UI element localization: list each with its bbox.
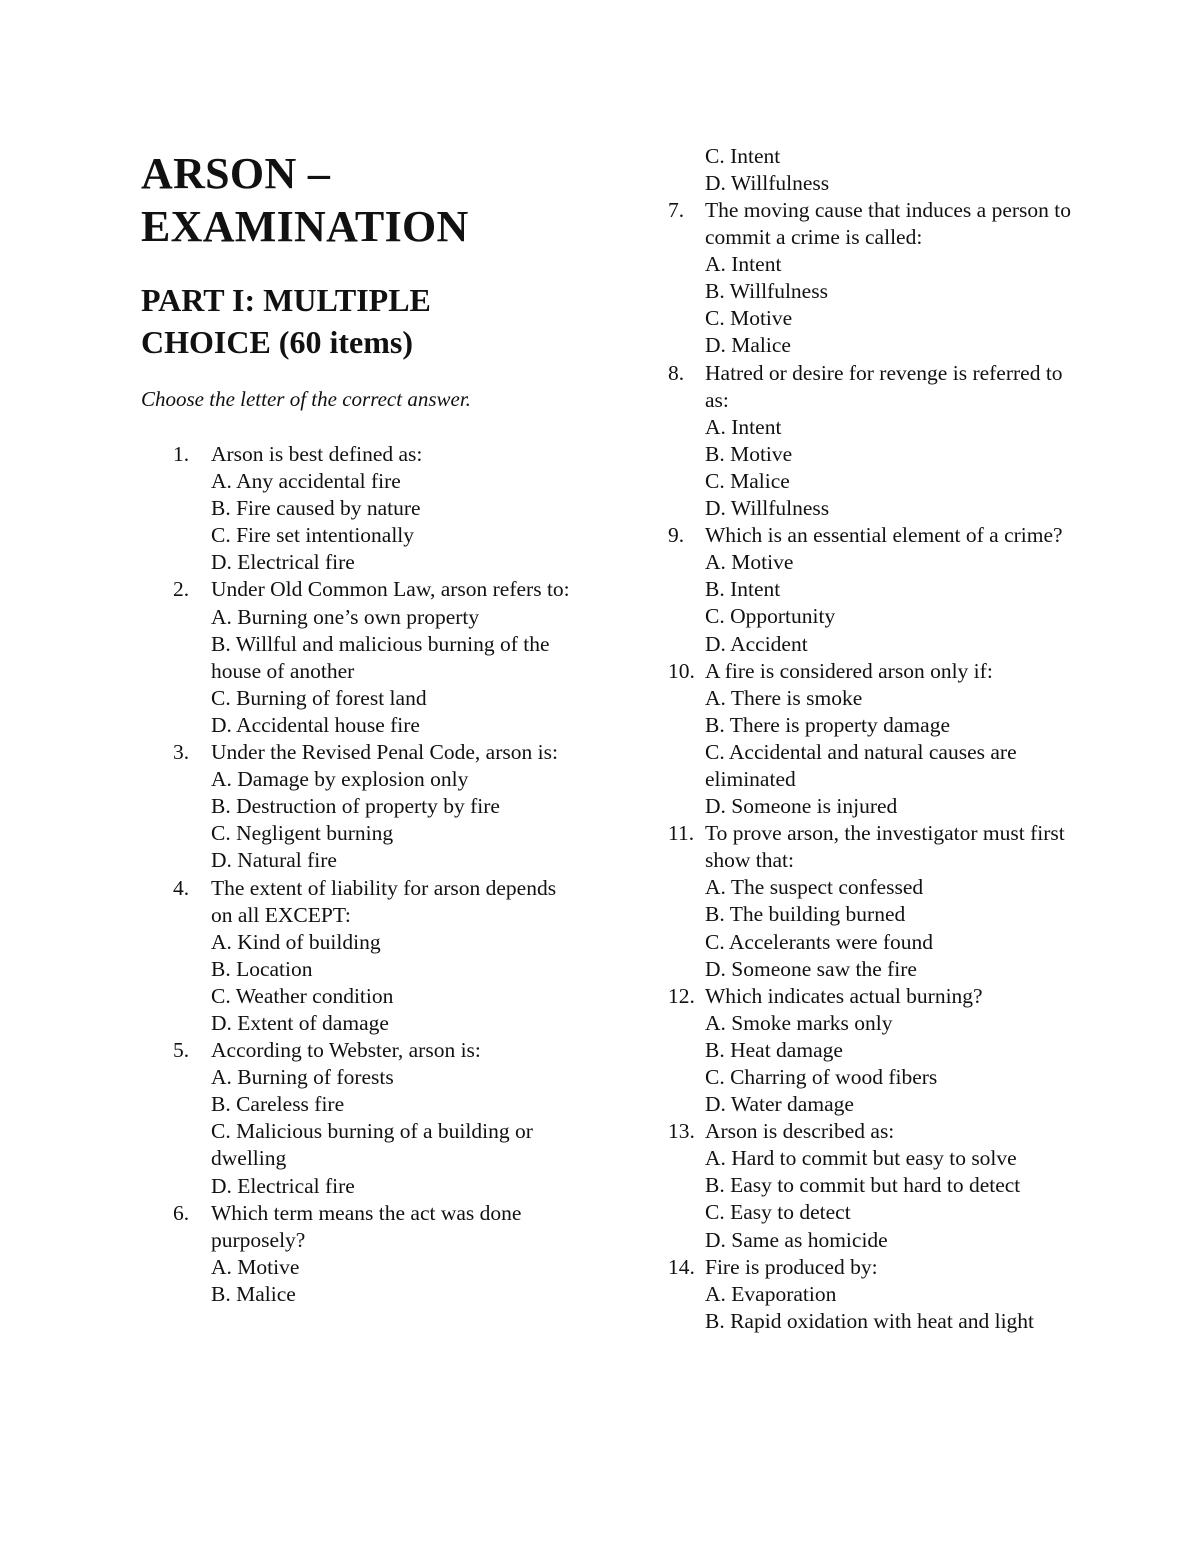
answer-option: D. Electrical fire: [211, 550, 355, 575]
option: C. Intent: [705, 144, 781, 168]
answer-option: C. Opportunity: [705, 604, 836, 629]
answer-option: B. Willfulness: [705, 279, 828, 304]
answer-option: D. Accident: [705, 631, 808, 656]
question-item: [668, 820, 1088, 983]
part-heading: [141, 279, 431, 363]
answer-option: D. Electrical fire: [211, 1173, 355, 1198]
answer-option: C. Negligent burning: [211, 821, 394, 846]
answer-option: B. There is property damage: [705, 712, 950, 737]
question-number: 8.: [668, 360, 685, 385]
question-number: 6.: [173, 1200, 190, 1225]
answer-option: D. Someone saw the fire: [705, 956, 917, 981]
question-6-continued: [668, 143, 1088, 197]
answer-option: A. Burning of forests: [211, 1065, 394, 1090]
question-text: Arson is best defined as:: [211, 442, 423, 466]
answer-option: B. Motive: [705, 441, 793, 466]
answer-option: C. Accelerants were found: [705, 929, 934, 954]
question-text: Hatred or desire for revenge is referred to as:: [705, 360, 1063, 412]
answer-option: B. Fire caused by nature: [211, 496, 421, 521]
answer-option: C. Motive: [705, 306, 793, 331]
question-item: [141, 576, 581, 739]
answer-option: A. Smoke marks only: [705, 1010, 893, 1035]
answer-option: B. Easy to commit but hard to detect: [705, 1173, 1021, 1198]
answer-option: A. Intent: [705, 252, 782, 277]
question-item: [668, 1118, 1088, 1253]
answer-option: A. Intent: [705, 414, 782, 439]
question-item: [668, 658, 1088, 821]
question-number: 9.: [668, 523, 685, 548]
question-number: 13.: [668, 1119, 695, 1144]
answer-option: D. Water damage: [705, 1092, 854, 1117]
answer-option: A. There is smoke: [705, 685, 863, 710]
answer-option: A. Hard to commit but easy to solve: [705, 1146, 1017, 1171]
question-number: 4.: [173, 875, 190, 900]
question-list-right: [668, 197, 1088, 1335]
option: D. Willfulness: [705, 171, 830, 196]
question-item: [668, 360, 1088, 523]
exam-title-line-1: ARSON –: [141, 149, 331, 198]
answer-option: A. Burning one’s own property: [211, 604, 480, 629]
question-text: The moving cause that induces a person to commit a crime is called:: [705, 198, 1071, 250]
answer-option: C. Charring of wood fibers: [705, 1065, 938, 1089]
part-heading-line-2: CHOICE (60 items): [141, 324, 413, 360]
question-item: [141, 1200, 581, 1308]
exam-title: [141, 147, 469, 253]
question-number: 12.: [668, 983, 695, 1008]
question-text: Which term means the act was done purposely?: [211, 1200, 522, 1252]
question-item: [141, 739, 581, 874]
answer-option: B. Heat damage: [705, 1037, 843, 1062]
answer-option: C. Malice: [705, 468, 790, 493]
question-list-left: [141, 441, 581, 1308]
question-text: According to Webster, arson is:: [211, 1038, 481, 1063]
question-text: Fire is produced by:: [705, 1254, 878, 1279]
question-number: 7.: [668, 198, 685, 222]
question-number: 11.: [668, 821, 695, 846]
answer-option: B. Rapid oxidation with heat and light: [705, 1308, 1035, 1333]
question-number: 3.: [173, 740, 190, 765]
answer-option: D. Same as homicide: [705, 1227, 888, 1252]
question-item: [668, 522, 1088, 657]
answer-option: A. Motive: [211, 1254, 300, 1279]
question-text: Arson is described as:: [705, 1119, 895, 1144]
answer-option: C. Malicious burning of a building or dwelling: [211, 1119, 533, 1171]
question-item: [141, 441, 581, 576]
answer-option: C. Accidental and natural causes are eliminated: [705, 739, 1017, 791]
answer-option: B. Intent: [705, 577, 781, 602]
question-text: The extent of liability for arson depends on all EXCEPT:: [211, 875, 557, 927]
answer-option: D. Accidental house fire: [211, 712, 420, 737]
answer-option: B. Location: [211, 956, 313, 981]
answer-option: B. Destruction of property by fire: [211, 794, 500, 819]
exam-title-line-2: EXAMINATION: [141, 202, 469, 251]
question-item: [668, 983, 1088, 1118]
answer-option: D. Someone is injured: [705, 794, 898, 819]
question-text: Under the Revised Penal Code, arson is:: [211, 740, 558, 765]
question-number: 1.: [173, 442, 190, 466]
answer-option: B. The building burned: [705, 902, 906, 927]
part-heading-line-1: PART I: MULTIPLE: [141, 282, 431, 318]
answer-option: A. Kind of building: [211, 929, 381, 954]
answer-option: C. Fire set intentionally: [211, 523, 415, 548]
question-number: 2.: [173, 577, 190, 602]
question-text: A fire is considered arson only if:: [705, 658, 993, 683]
question-text: Which indicates actual burning?: [705, 983, 983, 1008]
answer-option: D. Natural fire: [211, 848, 337, 873]
question-text: To prove arson, the investigator must first show that:: [705, 821, 1065, 873]
answer-option: C. Easy to detect: [705, 1200, 851, 1225]
answer-option: A. Any accidental fire: [211, 469, 401, 494]
question-number: 5.: [173, 1038, 190, 1063]
question-item: [141, 1037, 581, 1200]
question-item: [141, 875, 581, 1038]
answer-option: D. Extent of damage: [211, 1010, 389, 1035]
answer-option: A. Motive: [705, 550, 794, 575]
question-item: [668, 197, 1088, 360]
answer-option: B. Careless fire: [211, 1092, 345, 1117]
instructions: Choose the letter of the correct answer.: [141, 387, 471, 411]
answer-option: A. Evaporation: [705, 1281, 837, 1306]
answer-option: B. Malice: [211, 1281, 296, 1306]
question-text: Which is an essential element of a crime?: [705, 523, 1063, 548]
answer-option: D. Willfulness: [705, 496, 830, 521]
answer-option: D. Malice: [705, 333, 791, 358]
answer-option: C. Weather condition: [211, 983, 394, 1008]
answer-option: C. Burning of forest land: [211, 685, 427, 710]
answer-option: A. The suspect confessed: [705, 875, 924, 900]
question-item: [668, 1254, 1088, 1335]
question-text: Under Old Common Law, arson refers to:: [211, 577, 570, 602]
question-number: 10.: [668, 658, 695, 683]
answer-option: A. Damage by explosion only: [211, 767, 469, 792]
answer-option: B. Willful and malicious burning of the house of another: [211, 631, 550, 683]
question-number: 14.: [668, 1254, 695, 1279]
